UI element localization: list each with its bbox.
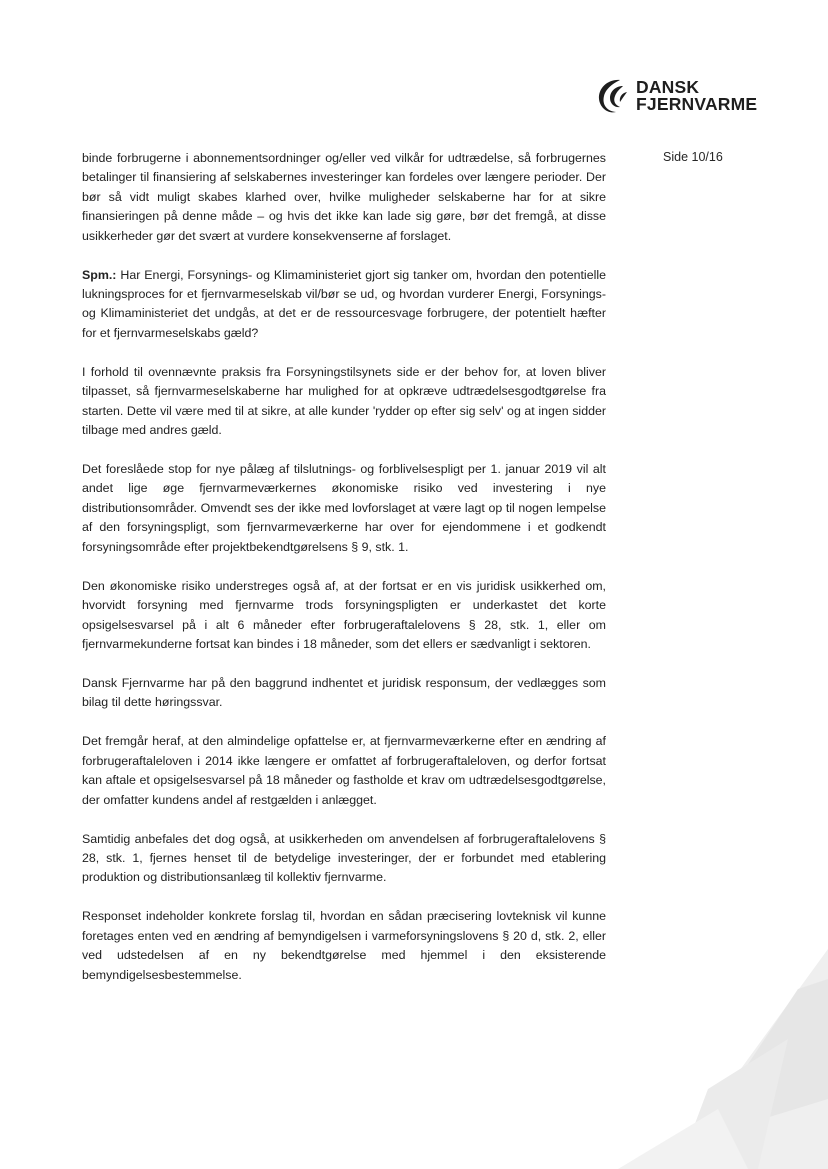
paragraph-legal-opinion: Dansk Fjernvarme har på den baggrund indhentet et juridisk responsum, der vedlægges som bilag til dette høringssvar. [82,675,606,710]
paragraph-recommendation: Samtidig anbefales det dog også, at usikkerheden om anvendelsen af forbrugeraftalelovens § 28, stk. 1, fjernes henset til de betydelige investeringer, der er forbundet med etablering produktion og distributionsanlæg til kollektiv fjernvarme. [82,831,606,885]
paragraph-general-view: Det fremgår heraf, at den almindelige opfattelse er, at fjernvarmeværkerne efter en ændring af forbrugeraftaleloven i 2014 ikke længere er omfattet af forbrugeraftaleloven, og derfor fortsat kan aftale et opsigelsesvarsel på 18 måneder og fastholde et krav om udtrædelsesgodtgørelse, der omfatter kundens andel af restgælden i anlægget. [82,734,606,807]
paragraph-stop-proposal: Det foreslåede stop for nye pålæg af tilslutnings- og forblivelsespligt per 1. januar 2019 vil alt andet lige øge fjernvarmeværkernes økonomiske risiko ved investering i nye distributionsområder. Omvendt ses der ikke med lovforslaget at være lagt op til nogen lempelse af den forsyningspligt, som fjernvarmeværkerne har over for ejendommene i et godkendt forsyningsområde efter projektbekendtgørelsens § 9, stk. 1. [82,462,606,554]
logo-line-2: FJERNVARME [636,94,758,114]
paragraph-financing: binde forbrugerne i abonnementsordninger og/eller ved vilkår for udtrædelse, så forbrugernes betalinger til finansiering af selskabernes investeringer kan fordeles over længere perioder. Der bør så vidt muligt skabes klarhed over, hvilke muligheder selskaberne har for at sikre finansieringen på denne måde – og hvis det ikke kan lade sig gøre, bør det fremgå, at disse usikkerheder gør det svært at vurdere konsekvenserne af forslaget. [82,151,606,243]
paragraph-law-adjustment: I forhold til ovennævnte praksis fra Forsyningstilsynets side er der behov for, at loven bliver tilpasset, så fjernvarmeselskaberne har mulighed for at opkræve udtrædelsesgodtgørelse fra starten. Dette vil være med til at sikre, at alle kunder 'rydder op efter sig selv' og at ingen sidder tilbage med andres gæld. [82,364,606,438]
question-text: Har Energi, Forsynings- og Klimaministeriet gjort sig tanker om, hvordan den potentielle lukningsproces for et fjernvarmeselskab vil/bør se ud, og hvordan vurderer Energi, Forsynings- og Klimaministeriet det undgås, at det er de ressourcesvage forbrugere, der potentielt hæfter for et fjernvarmeselskabs gæld? [82,267,606,340]
document-body [82,149,606,985]
logo-wordmark [636,79,757,113]
paragraph-response-proposal: Responset indeholder konkrete forslag til, hvordan en sådan præcisering lovteknisk vil kunne foretages enten ved en ændring af bemyndigelsen i varmeforsyningslovens § 20 d, stk. 2, eller ved udstedelsen af en ny bekendtgørelse med hjemmel i den eksisterende bemyndigelsesbestemmelse. [82,909,606,982]
page-number: Side 10/16 [663,150,723,164]
paragraph-question [82,266,606,344]
logo-line-1: DANSK [636,77,700,97]
flame-swirl-icon [594,76,632,116]
question-label: Spm.: [82,267,117,282]
dansk-fjernvarme-logo [594,76,764,120]
paragraph-economic-risk: Den økonomiske risiko understreges også af, at der fortsat er en vis juridisk usikkerhed om, hvorvidt forsyning med fjernvarme trods forsyningspligten er underkastet det korte opsigelsesvarsel på i alt 6 måneder efter forbrugeraftalelovens § 28, stk. 1, eller om fjernvarmekunderne fortsat kan bindes i 18 måneder, som det ellers er sædvanligt i sektoren. [82,578,606,651]
